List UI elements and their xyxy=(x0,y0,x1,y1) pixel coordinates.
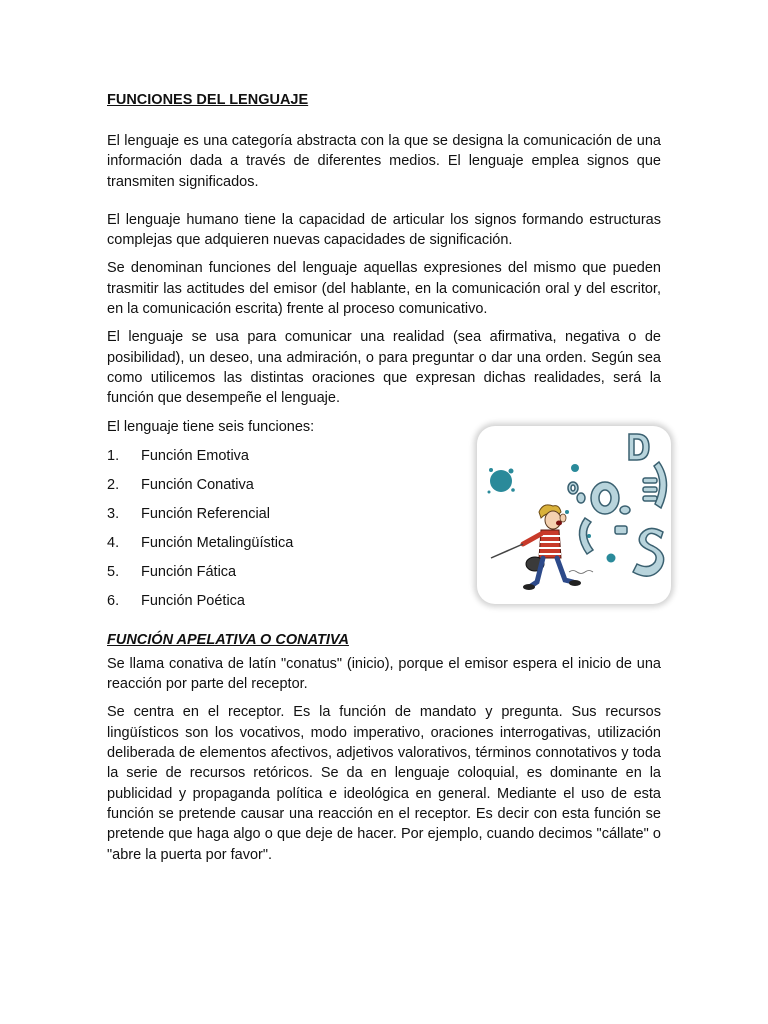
intro-paragraph-3: Se denominan funciones del lenguaje aquellas expresiones del mismo que pueden trasmitir las actitudes del emisor (del hablante, en la comunicación oral y del escritor, en la comunicación escrita) frente al proceso comunicativo. xyxy=(107,260,661,318)
list-item-number: 3. xyxy=(107,505,120,522)
section-paragraph-2: Se centra en el receptor. Es la función de mandato y pregunta. Sus recursos lingüísticos son los vocativos, modo imperativo, oraciones interrogativas, utilización deliberada de elementos afectivos, adjetivos valorativos, términos connotativos y toda la serie de recursos retóricos. Se da en lenguaje coloquial, es dominante en la publicidad y propaganda política e ideológica en general. Mediante el uso de esta función se pretende causar una reacción en el receptor. Es decir con esta función se pretende que haga algo o que deje de hacer. Por ejemplo, cuando decimos "cállate" o "abre la puerta por favor". xyxy=(107,704,661,863)
list-item-number: 2. xyxy=(107,476,120,493)
intro-paragraph-5: El lenguaje tiene seis funciones: xyxy=(107,418,315,435)
list-item-label: Función Emotiva xyxy=(141,447,249,464)
list-item-label: Función Referencial xyxy=(141,505,270,522)
list-item-number: 6. xyxy=(107,592,120,609)
list-item-label: Función Metalingüística xyxy=(141,534,294,551)
intro-paragraph-1: El lenguaje es una categoría abstracta con la que se designa la comunicación de una información dada a través de diferentes medios. El lenguaje emplea signos que transmiten significados. xyxy=(107,133,661,190)
intro-paragraph-4: El lenguaje se usa para comunicar una realidad (sea afirmativa, negativa o de posibilidad), un deseo, una admiración, o para preguntar o dar una orden. Según sea como utilicemos las distintas oraciones que expresan dichas realidades, será la función que desempeñe el lenguaje. xyxy=(107,329,661,407)
section-paragraph-1: Se llama conativa de latín "conatus" (inicio), porque el emisor espera el inicio de una reacción por parte del receptor. xyxy=(107,655,661,693)
list-item-label: Función Poética xyxy=(141,592,245,609)
list-item-label: Función Fática xyxy=(141,563,237,580)
list-item-label: Función Conativa xyxy=(141,476,254,493)
list-item-number: 5. xyxy=(107,563,120,580)
shouting-person-icon xyxy=(491,505,593,590)
list-item-number: 1. xyxy=(107,447,120,464)
section-title: FUNCIÓN APELATIVA O CONATIVA xyxy=(107,631,349,648)
person-shouting-letters-illustration xyxy=(477,426,671,604)
list-item-number: 4. xyxy=(107,534,120,551)
language-illustration xyxy=(477,426,671,604)
ink-splat-icon xyxy=(488,468,515,494)
document-title: FUNCIONES DEL LENGUAJE xyxy=(107,92,309,108)
floating-letters-icon xyxy=(568,434,667,576)
intro-paragraph-2: El lenguaje humano tiene la capacidad de articular los signos formando estructuras complejas que adquieren nuevas capacidades de significación. xyxy=(107,211,661,249)
